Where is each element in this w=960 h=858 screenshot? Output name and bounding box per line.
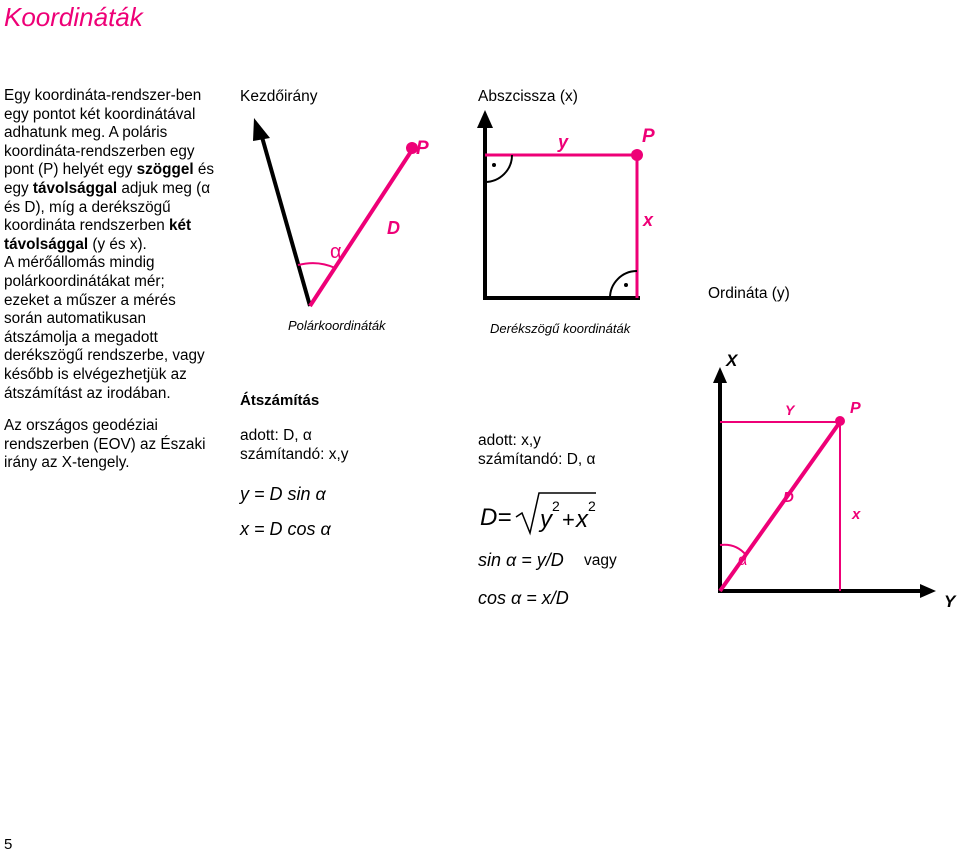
polar-caption: Polárkoordináták	[288, 318, 386, 333]
arrowhead-icon	[253, 118, 270, 141]
point-label: P	[642, 126, 655, 147]
paragraph-station: A mérőállomás mindig polárkoordinátákat mér; ezeket a műszer a mérés során automatikusan átszámolja a megadott derékszögű rendszerbe, vagy később is elvégezhetjük az átszámítást az irodában.	[4, 254, 205, 402]
formula-x: x = D cos α	[240, 519, 331, 539]
ordinate-diagram	[700, 345, 960, 610]
point-label: P	[416, 138, 429, 159]
page-title: Koordináták	[4, 2, 143, 32]
x-label: x	[643, 210, 654, 230]
given-rect: adott: x,y	[478, 432, 541, 449]
y-label: y	[558, 132, 569, 152]
rect-diagram	[475, 110, 675, 310]
given-polar: adott: D, α	[240, 427, 312, 444]
y-label: Y	[785, 402, 795, 418]
point-p	[835, 416, 845, 426]
angle-label: α	[330, 241, 342, 263]
formula-sin: sin α = y/D	[478, 550, 564, 570]
compute-polar: számítandó: D, α	[478, 451, 596, 468]
formula-cos: cos α = x/D	[478, 588, 569, 608]
formula-y: y = D sin α	[240, 484, 326, 504]
right-angle-arc	[610, 271, 637, 298]
right-angle-dot	[624, 283, 628, 287]
polar-heading: Kezdőirány	[240, 88, 318, 105]
formula-d-text: D=	[480, 504, 512, 531]
distance-label: D	[783, 489, 794, 506]
distance-label: D	[387, 218, 400, 238]
svg-text:2: 2	[552, 498, 560, 514]
right-angle-dot	[492, 163, 496, 167]
polar-diagram	[240, 110, 440, 320]
compute-rect: számítandó: x,y	[240, 446, 349, 463]
svg-text:y: y	[540, 506, 552, 533]
svg-text:x: x	[576, 506, 588, 533]
body-text	[4, 87, 214, 487]
svg-text:2: 2	[588, 498, 596, 514]
svg-text:+: +	[562, 507, 575, 532]
start-direction-line	[260, 130, 310, 306]
angle-arc	[298, 263, 335, 268]
paragraph-intro: Egy koordináta-rendszer-ben egy pontot két koordinátával adhatunk meg. A poláris koordináta-rendszerben egy pont (P) helyét egy szöggel és egy távolsággal adjuk meg (α és D), míg a derékszögű koordináta rendszerben két távolsággal (y és x).	[4, 87, 215, 253]
rect-caption: Derékszögű koordináták	[490, 321, 631, 336]
or-word: vagy	[584, 552, 617, 569]
axis-x-label: X	[726, 351, 738, 370]
paragraph-eov: Az országos geodéziai rendszerben (EOV) az Északi irány az X-tengely.	[4, 417, 206, 472]
formula-d	[478, 485, 618, 537]
arrowhead-icon	[477, 110, 493, 128]
x-label: x	[852, 506, 861, 523]
arrowhead-icon	[713, 367, 727, 383]
right-angle-arc	[485, 155, 512, 182]
point-label: P	[850, 400, 861, 417]
angle-label: α	[738, 552, 748, 569]
axis-y-label: Y	[944, 592, 956, 610]
arrowhead-icon	[920, 584, 936, 598]
ordinate-heading: Ordináta (y)	[708, 285, 790, 302]
conversion-title: Átszámítás	[240, 392, 320, 409]
rect-heading: Abszcissza (x)	[478, 88, 578, 105]
page-number: 5	[4, 836, 13, 853]
point-p	[631, 149, 643, 161]
